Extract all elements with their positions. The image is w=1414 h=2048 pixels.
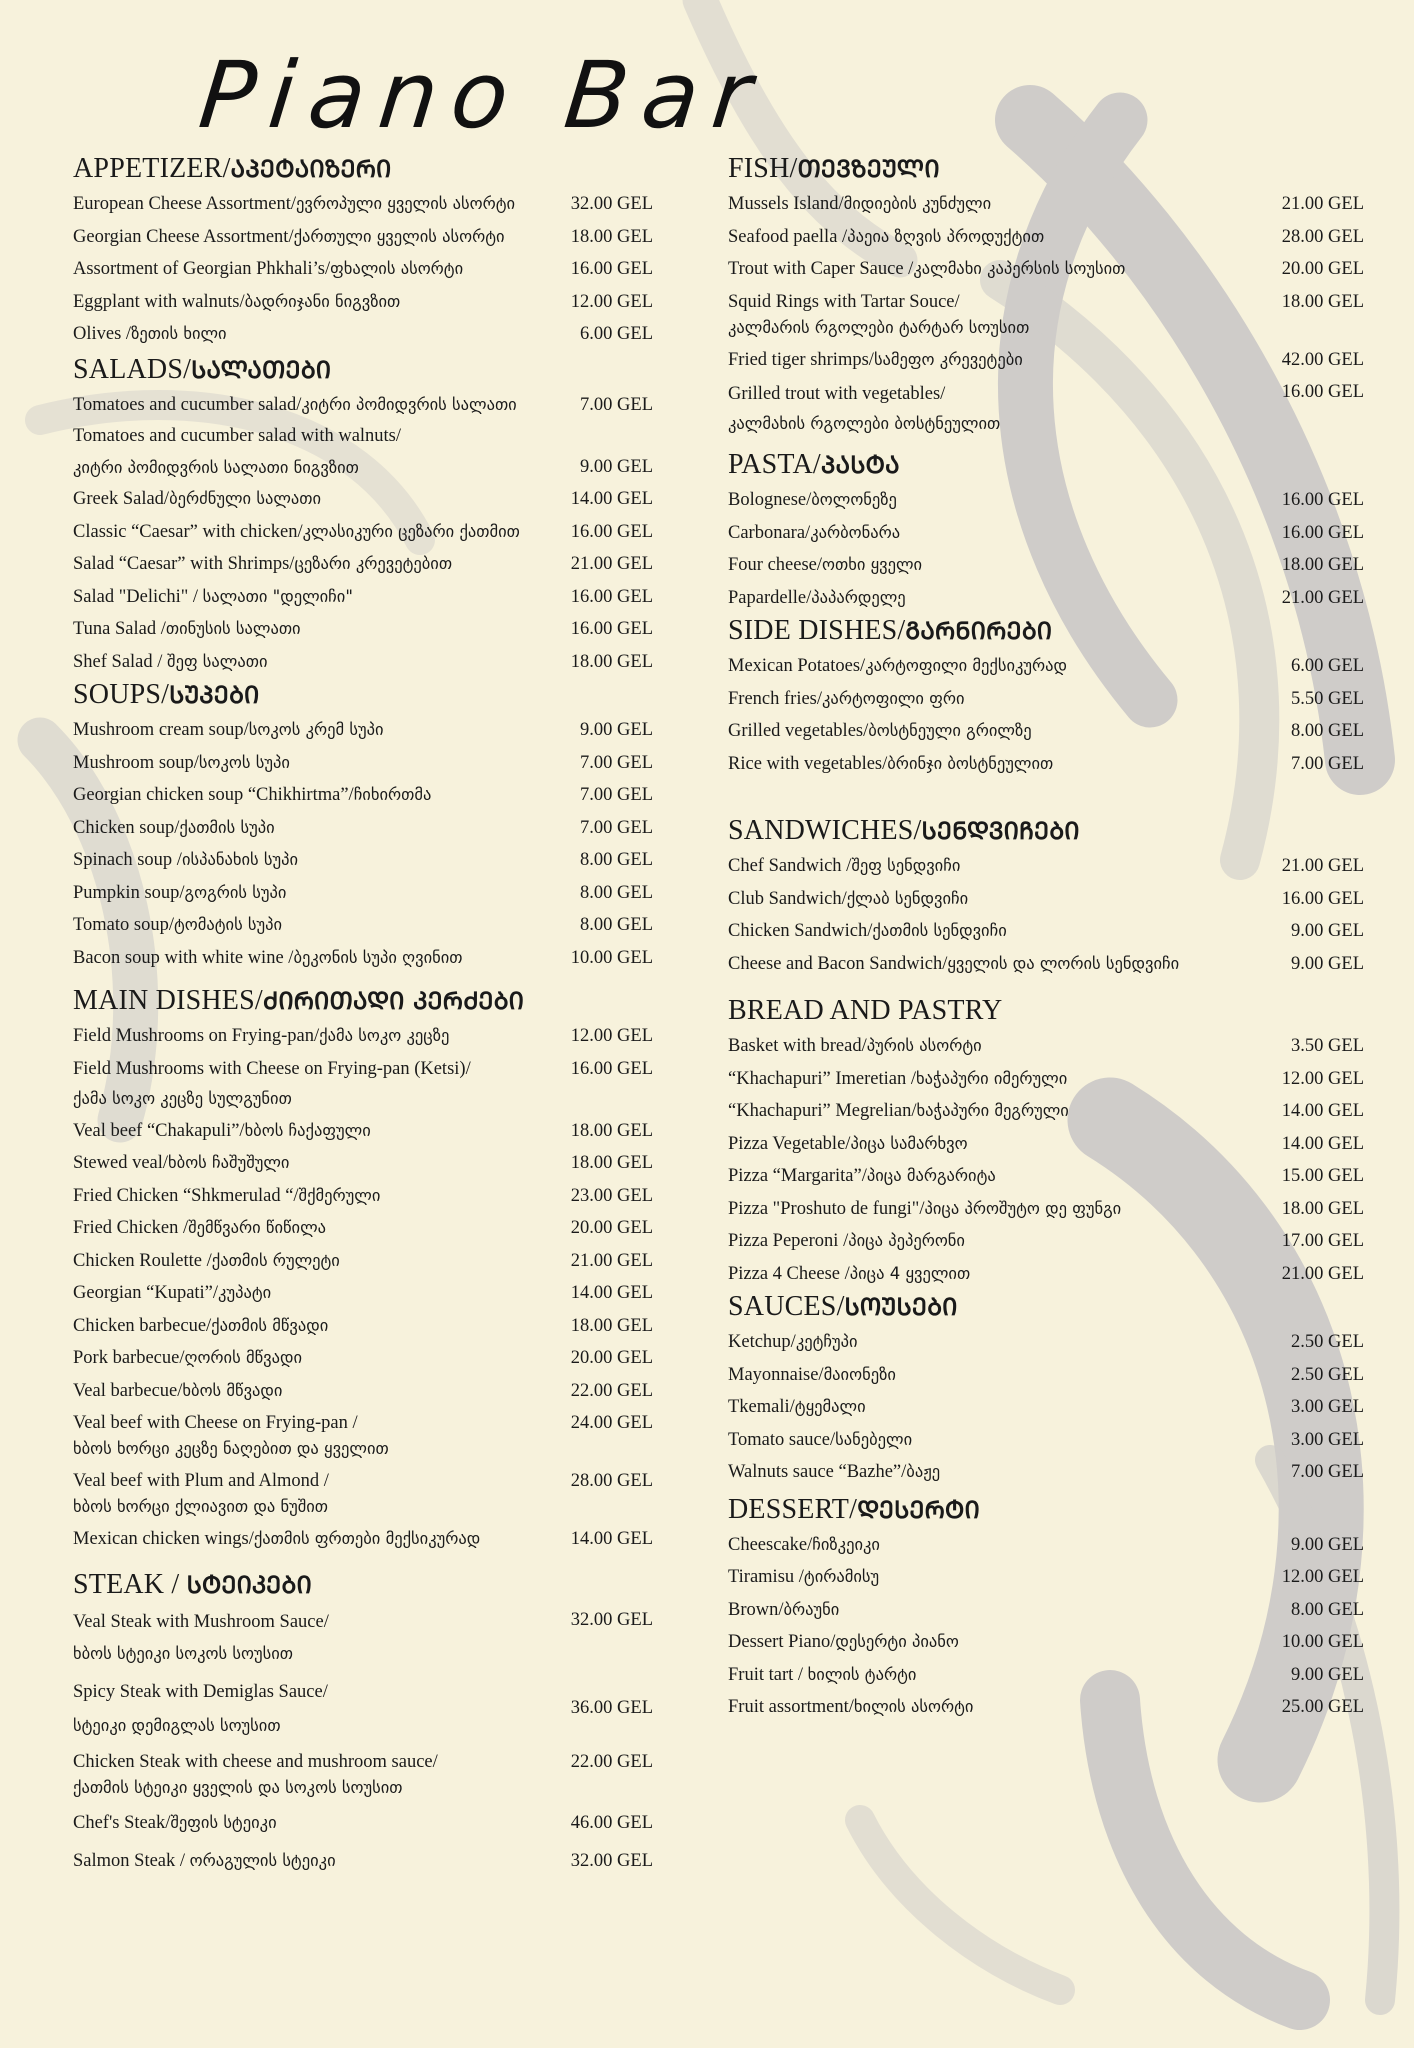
menu-item: Chicken barbecue/ქათმის მწვადი 18.00 GEL	[73, 1315, 653, 1336]
menu-item: Veal beef with Plum and Almond / ხბოს ხორცი ქლიავით და ნუშით 28.00 GEL	[73, 1471, 653, 1516]
menu-item: Trout with Caper Sauce /კალმახი კაპერსის სოუსით 20.00 GEL	[728, 259, 1364, 279]
menu-item: Tuna Salad /თინუსის სალათი 16.00 GEL	[73, 619, 653, 639]
menu-item: Salad "Delichi" / სალათი "დელიჩი" 16.00 GEL	[73, 586, 653, 607]
menu-item: Fried Chicken /შემწვარი წიწილა 20.00 GEL	[73, 1218, 653, 1238]
menu-item: Veal Steak with Mushroom Sauce/ ხბოს სტეიკი სოკოს სოუსით 32.00 GEL	[73, 1609, 653, 1663]
menu-item: Chef's Steak/შეფის სტეიკი 46.00 GEL	[73, 1812, 653, 1833]
menu-item: Mushroom soup/სოკოს სუპი 7.00 GEL	[73, 752, 653, 773]
section-heading: MAIN DISHES/ᲫᲘᲠᲘᲗᲐᲓᲘ ᲙᲔᲠᲫᲔᲑᲘ	[73, 985, 525, 1016]
menu-item: Rice with vegetables/ბრინჯი ბოსტნეულით 7.00 GEL	[728, 753, 1364, 774]
menu-item: Tomato soup/ტომატის სუპი 8.00 GEL	[73, 915, 653, 935]
menu-item: French fries/კარტოფილი ფრი 5.50 GEL	[728, 688, 1364, 709]
menu-item: Club Sandwich/ქლაბ სენდვიჩი 16.00 GEL	[728, 888, 1364, 909]
menu-item: Spicy Steak with Demiglas Sauce/ სტეიკი დემიგლას სოუსით 36.00 GEL	[73, 1681, 653, 1735]
menu-item: Tomato sauce/სანებელი 3.00 GEL	[728, 1429, 1364, 1450]
menu-item: Seafood paella /პაეია ზღვის პროდუქტით 28.00 GEL	[728, 226, 1364, 247]
menu-item: Greek Salad/ბერძნული სალათი 14.00 GEL	[73, 489, 653, 509]
menu-item: Veal beef with Cheese on Frying-pan / ხბოს ხორცი კეცზე ნაღებით და ყველით 24.00 GEL	[73, 1413, 653, 1458]
menu-item: Chicken Sandwich/ქათმის სენდვიჩი 9.00 GEL	[728, 921, 1364, 941]
menu-item: Veal beef “Chakapuli”/ხბოს ჩაქაფული 18.00 GEL	[73, 1120, 653, 1141]
section-heading: SIDE DISHES/ᲒᲐᲠᲜᲘᲠᲔᲑᲘ	[728, 615, 1053, 646]
menu-item: Brown/ბრაუნი 8.00 GEL	[728, 1599, 1364, 1620]
menu-item: Tomatoes and cucumber salad with walnuts/ კიტრი პომიდვრის სალათი ნიგვზით 9.00 GEL	[73, 426, 653, 477]
menu-item: Chef Sandwich /შეფ სენდვიჩი 21.00 GEL	[728, 856, 1364, 876]
menu-item: Mayonnaise/მაიონეზი 2.50 GEL	[728, 1364, 1364, 1385]
menu-item: Fruit tart / ხილის ტარტი 9.00 GEL	[728, 1664, 1364, 1685]
section-heading: BREAD AND PASTRY	[728, 995, 1003, 1026]
menu-item: Papardelle/პაპარდელე 21.00 GEL	[728, 587, 1364, 608]
section-heading: SANDWICHES/ᲡᲔᲜᲓᲕᲘᲩᲔᲑᲘ	[728, 815, 1080, 846]
menu-item: Assortment of Georgian Phkhali’s/ფხალის ასორტი 16.00 GEL	[73, 259, 653, 279]
menu-item: Pizza Vegetable/პიცა სამარხვო 14.00 GEL	[728, 1133, 1364, 1154]
menu-item: Cheescake/ჩიზკეიკი 9.00 GEL	[728, 1534, 1364, 1555]
menu-item: Pizza Peperoni /პიცა პეპერონი 17.00 GEL	[728, 1231, 1364, 1251]
menu-item: Classic “Caesar” with chicken/კლასიკური ცეზარი ქათმით 16.00 GEL	[73, 521, 653, 542]
menu-item: Field Mushrooms with Cheese on Frying-pan (Ketsi)/ ქამა სოკო კეცზე სულგუნით 16.00 GEL	[73, 1058, 653, 1108]
menu-item: Four cheese/ოთხი ყველი 18.00 GEL	[728, 555, 1364, 575]
menu-item: “Khachapuri” Imeretian /ხაჭაპური იმერული 12.00 GEL	[728, 1068, 1364, 1089]
menu-item: Pork barbecue/ღორის მწვადი 20.00 GEL	[73, 1348, 653, 1368]
menu-title: Piano Bar	[194, 42, 771, 149]
menu-item: Mushroom cream soup/სოკოს კრემ სუპი 9.00 GEL	[73, 720, 653, 740]
section-soups	[73, 678, 653, 974]
menu-item: Fried Chicken “Shkmerulad “/შქმერული 23.00 GEL	[73, 1185, 653, 1206]
menu-item: Dessert Piano/დესერტი პიანო 10.00 GEL	[728, 1632, 1364, 1652]
section-heading: SALADS/ᲡᲐᲚᲐᲗᲔᲑᲘ	[73, 353, 332, 385]
menu-item: Fried tiger shrimps/სამეფო კრევეტები 42.00 GEL	[728, 349, 1364, 370]
section-salads	[73, 353, 653, 679]
menu-item: European Cheese Assortment/ევროპული ყველის ასორტი 32.00 GEL	[73, 194, 653, 214]
menu-item: Veal barbecue/ხბოს მწვადი 22.00 GEL	[73, 1380, 653, 1401]
section-steak	[73, 1568, 653, 1880]
menu-item: Pizza “Margarita”/პიცა მარგარიტა 15.00 GEL	[728, 1166, 1364, 1186]
menu-item: Bacon soup with white wine /ბეკონის სუპი ღვინით 10.00 GEL	[73, 947, 653, 968]
menu-item: Tkemali/ტყემალი 3.00 GEL	[728, 1397, 1364, 1417]
menu-item: Walnuts sauce “Bazhe”/ბაჟე 7.00 GEL	[728, 1462, 1364, 1482]
menu-item: Squid Rings with Tartar Souce/ კალმარის რგოლები ტარტარ სოუსით 18.00 GEL	[728, 291, 1364, 337]
menu-item: Tomatoes and cucumber salad/კიტრი პომიდვრის სალათი 7.00 GEL	[73, 394, 653, 415]
menu-item: Chicken soup/ქათმის სუპი 7.00 GEL	[73, 817, 653, 838]
section-side-dishes	[728, 614, 1364, 780]
menu-item: Chicken Roulette /ქათმის რულეტი 21.00 GEL	[73, 1250, 653, 1271]
menu-item: Georgian Cheese Assortment/ქართული ყველის ასორტი 18.00 GEL	[73, 226, 653, 247]
menu-item: Ketchup/კეტჩუპი 2.50 GEL	[728, 1332, 1364, 1352]
menu-item: Fruit assortment/ხილის ასორტი 25.00 GEL	[728, 1697, 1364, 1717]
menu-item: Pizza 4 Cheese /პიცა 4 ყველით 21.00 GEL	[728, 1263, 1364, 1284]
menu-item: Field Mushrooms on Frying-pan/ქამა სოკო კეცზე 12.00 GEL	[73, 1026, 653, 1046]
menu-item: Tiramisu /ტირამისუ 12.00 GEL	[728, 1567, 1364, 1587]
menu-item: Mussels Island/მიდიების კუნძული 21.00 GEL	[728, 194, 1364, 214]
menu-item: Eggplant with walnuts/ბადრიჯანი ნიგვზით 12.00 GEL	[73, 291, 653, 312]
section-pasta	[728, 448, 1364, 614]
section-main-dishes	[73, 984, 653, 1556]
menu-item: Mexican chicken wings/ქათმის ფრთები მექსიკურად 14.00 GEL	[73, 1529, 653, 1549]
section-heading: STEAK / ᲡᲢᲔᲘᲙᲔᲑᲘ	[73, 1568, 312, 1600]
menu-item: Georgian chicken soup “Chikhirtma”/ჩიხირთმა 7.00 GEL	[73, 785, 653, 805]
section-heading: SOUPS/ᲡᲣᲞᲔᲑᲘ	[73, 679, 260, 710]
menu-item: Bolognese/ბოლონეზე 16.00 GEL	[728, 490, 1364, 510]
section-heading: DESSERT/ᲓᲔᲡᲔᲠᲢᲘ	[728, 1493, 981, 1525]
menu-item: Chicken Steak with cheese and mushroom sauce/ ქათმის სტეიკი ყველის და სოკოს სოუსით 22.00 GEL	[73, 1751, 653, 1797]
section-heading: APPETIZER/ᲐᲞᲔᲢᲐᲘᲖᲔᲠᲘ	[73, 153, 392, 184]
menu-item: Pizza "Proshuto de fungi"/პიცა პროშუტო დე ფუნგი 18.00 GEL	[728, 1198, 1364, 1219]
menu-item: Mexican Potatoes/კარტოფილი მექსიკურად 6.00 GEL	[728, 656, 1364, 676]
menu-item: Cheese and Bacon Sandwich/ყველის და ლორის სენდვიჩი 9.00 GEL	[728, 953, 1364, 974]
menu-item: Shef Salad / შეფ სალათი 18.00 GEL	[73, 651, 653, 672]
menu-item: Carbonara/კარბონარა 16.00 GEL	[728, 522, 1364, 543]
menu-column-left	[73, 152, 653, 1880]
section-heading: FISH/ᲗᲔᲕᲖᲔᲣᲚᲘ	[728, 153, 940, 184]
section-dessert	[728, 1493, 1364, 1724]
menu-item: Georgian “Kupati”/კუპატი 14.00 GEL	[73, 1283, 653, 1303]
menu-item: Grilled vegetables/ბოსტნეული გრილზე 8.00 GEL	[728, 721, 1364, 741]
menu-item: Spinach soup /ისპანახის სუპი 8.00 GEL	[73, 850, 653, 870]
section-fish	[728, 152, 1364, 442]
menu-item: Salad “Caesar” with Shrimps/ცეზარი კრევეტებით 21.00 GEL	[73, 554, 653, 574]
menu-item: Salmon Steak / ორაგულის სტეიკი 32.00 GEL	[73, 1850, 653, 1871]
section-heading: SAUCES/ᲡᲝᲣᲡᲔᲑᲘ	[728, 1291, 958, 1322]
menu-item: Pumpkin soup/გოგრის სუპი 8.00 GEL	[73, 882, 653, 903]
section-sauces	[728, 1290, 1364, 1489]
section-bread-and-pastry	[728, 994, 1364, 1290]
menu-item: Stewed veal/ხბოს ჩაშუშული 18.00 GEL	[73, 1153, 653, 1173]
menu-item: Grilled trout with vegetables/ კალმახის რგოლები ბოსტნეულით 16.00 GEL	[728, 382, 1364, 433]
menu-column-right	[728, 152, 1364, 1724]
section-sandwiches	[728, 814, 1364, 980]
menu-item: Basket with bread/პურის ასორტი 3.50 GEL	[728, 1036, 1364, 1056]
section-heading: PASTA/ᲞᲐᲡᲢᲐ	[728, 449, 900, 480]
menu-item: Olives /ზეთის ხილი 6.00 GEL	[73, 324, 653, 344]
section-appetizer	[73, 152, 653, 351]
menu-item: “Khachapuri” Megrelian/ხაჭაპური მეგრული 14.00 GEL	[728, 1101, 1364, 1121]
